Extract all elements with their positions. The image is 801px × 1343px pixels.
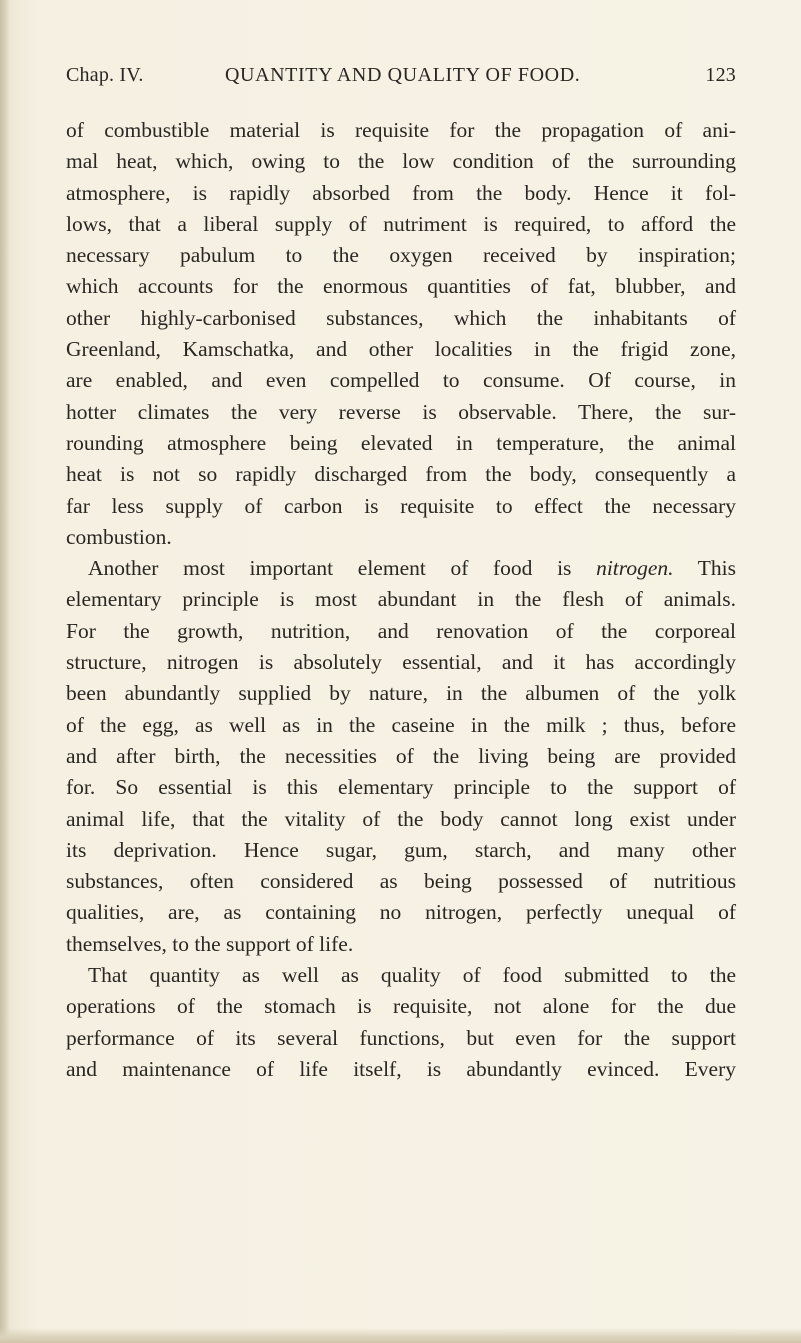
text-line: lows, that a liberal supply of nutriment is required, to afford the — [66, 211, 736, 236]
text-line: atmosphere, is rapidly absorbed from the body. Hence it fol- — [66, 180, 736, 205]
text-line: for. So essential is this elementary principle to the support of — [66, 775, 736, 800]
text-line: its deprivation. Hence sugar, gum, starch, and many other — [66, 837, 736, 862]
text-line: necessary pabulum to the oxygen received by inspiration; — [66, 243, 736, 268]
text-line: and after birth, the necessities of the living being are provided — [66, 743, 736, 768]
text-line: of the egg, as well as in the caseine in the milk ; thus, before — [66, 712, 736, 737]
text-line: are enabled, and even compelled to consume. Of course, in — [66, 368, 736, 393]
text-line: heat is not so rapidly discharged from the body, consequently a — [66, 462, 736, 487]
page-number: 123 — [705, 64, 736, 86]
running-title: QUANTITY AND QUALITY OF FOOD. — [225, 64, 581, 86]
page-bottom-edge — [0, 1328, 801, 1343]
text-line: animal life, that the vitality of the body cannot long exist under — [66, 806, 736, 831]
spine-shadow — [0, 0, 10, 1343]
body-text — [66, 115, 736, 1085]
text-line: been abundantly supplied by nature, in the albumen of the yolk — [66, 681, 736, 706]
text-line: rounding atmosphere being elevated in temperature, the animal — [66, 430, 736, 455]
text-line: and maintenance of life itself, is abundantly evinced. Every — [66, 1056, 736, 1081]
line-segment: This — [697, 556, 736, 581]
text-line: far less supply of carbon is requisite to effect the necessary — [66, 493, 736, 518]
text-line: operations of the stomach is requisite, not alone for the due — [66, 994, 736, 1019]
text-line: qualities, are, as containing no nitrogen, perfectly unequal of — [66, 900, 736, 925]
chapter-label: Chap. IV. — [66, 64, 144, 86]
text-line: themselves, to the support of life. — [66, 931, 354, 956]
text-line: For the growth, nutrition, and renovation of the corporeal — [66, 618, 736, 643]
text-line: elementary principle is most abundant in the flesh of animals. — [66, 587, 736, 612]
running-head — [66, 64, 736, 88]
text-line: performance of its several functions, but even for the support — [66, 1025, 736, 1050]
text-line: hotter climates the very reverse is observable. There, the sur- — [66, 399, 736, 424]
text-line: structure, nitrogen is absolutely essential, and it has accordingly — [66, 650, 736, 675]
italic-term: nitrogen. — [596, 556, 674, 581]
text-line: Greenland, Kamschatka, and other localities in the frigid zone, — [66, 337, 736, 362]
text-line: substances, often considered as being possessed of nutritious — [66, 869, 736, 894]
text-line — [66, 553, 736, 584]
text-line: other highly-carbonised substances, which the inhabitants of — [66, 305, 736, 330]
text-line: mal heat, which, owing to the low condition of the surrounding — [66, 149, 736, 174]
line-segment: Another most important element of food is — [88, 556, 572, 581]
text-line: That quantity as well as quality of food submitted to the — [88, 963, 736, 988]
text-line: of combustible material is requisite for the propagation of ani- — [66, 118, 736, 142]
text-line: combustion. — [66, 524, 172, 549]
text-line: which accounts for the enormous quantities of fat, blubber, and — [66, 274, 736, 299]
